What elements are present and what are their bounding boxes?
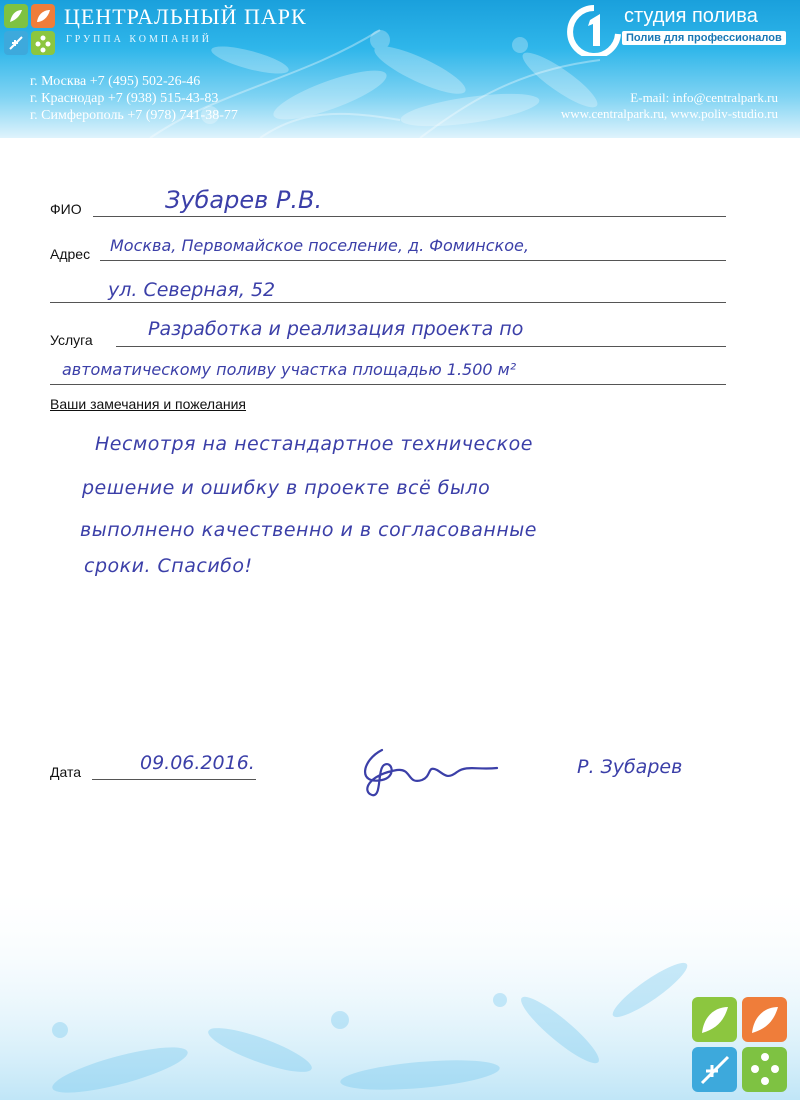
phone-list bbox=[30, 73, 238, 124]
service-line-2 bbox=[50, 384, 726, 385]
date-value: 09.06.2016. bbox=[140, 752, 255, 774]
address-label: Адрес bbox=[50, 246, 91, 262]
central-park-logo bbox=[4, 4, 56, 56]
address-line-2 bbox=[50, 302, 726, 303]
fio-label: ФИО bbox=[50, 201, 82, 217]
signature-mark bbox=[352, 740, 502, 800]
phone-krasnodar: г. Краснодар +7 (938) 515-43-83 bbox=[30, 91, 219, 106]
studio-name: студия полива bbox=[624, 5, 758, 27]
studio-tagline: Полив для профессионалов bbox=[622, 31, 786, 45]
address-value-1: Москва, Первомайское поселение, д. Фоминское, bbox=[110, 236, 529, 255]
phone-simferopol: г. Симферополь +7 (978) 741-38-77 bbox=[30, 108, 238, 123]
address-line-1 bbox=[100, 260, 726, 261]
brand-name: ЦЕНТРАЛЬНЫЙ ПАРК bbox=[64, 4, 307, 29]
brand-subtitle: ГРУППА КОМПАНИЙ bbox=[66, 34, 212, 45]
service-value-2: автоматическому поливу участка площадью 1.500 м² bbox=[62, 360, 517, 379]
address-value-2: ул. Северная, 52 bbox=[108, 279, 276, 301]
comments-title: Ваши замечания и пожелания bbox=[50, 396, 247, 412]
websites: www.centralpark.ru, www.poliv-studio.ru bbox=[560, 106, 778, 121]
signature-name: Р. Зубарев bbox=[577, 756, 683, 778]
date-line bbox=[92, 779, 256, 780]
service-line-1 bbox=[116, 346, 726, 347]
studio-logo bbox=[560, 4, 630, 56]
comment-line-2: решение и ошибку в проекте всё было bbox=[82, 477, 491, 499]
phone-moscow: г. Москва +7 (495) 502-26-46 bbox=[30, 74, 201, 89]
service-label: Услуга bbox=[50, 332, 93, 348]
footer-floral-ornament bbox=[0, 880, 800, 1100]
corner-logo-tiles bbox=[690, 995, 790, 1095]
fio-line bbox=[93, 216, 726, 217]
letterhead bbox=[0, 0, 800, 138]
contacts bbox=[561, 90, 778, 122]
email: E-mail: info@centralpark.ru bbox=[630, 90, 778, 105]
comment-line-3: выполнено качественно и в согласованные bbox=[80, 519, 537, 541]
service-value-1: Разработка и реализация проекта по bbox=[148, 318, 524, 340]
fio-value: Зубарев Р.В. bbox=[165, 186, 323, 214]
comment-line-4: сроки. Спасибо! bbox=[84, 555, 253, 577]
comment-line-1: Несмотря на нестандартное техническое bbox=[95, 433, 533, 455]
date-label: Дата bbox=[50, 764, 82, 780]
